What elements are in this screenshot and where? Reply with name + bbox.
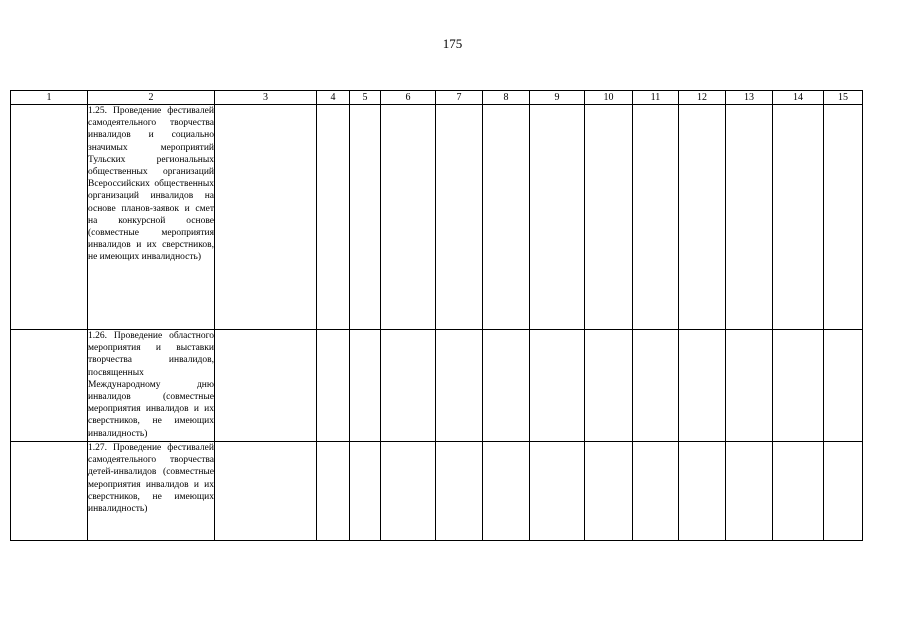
table-cell [381,105,436,330]
table-cell [679,330,726,442]
table-cell [773,330,824,442]
table-cell [726,442,773,541]
table-cell [679,442,726,541]
table-cell [585,330,633,442]
row-description: 1.26. Проведение областного мероприятия и выставки творчества инвалидов, посвященных Международному дню инвалидов (совместные мероприятия инвалидов и их сверстников, не имеющих инвалидность) [88,330,215,442]
table-cell [317,330,350,442]
table-cell [350,442,381,541]
data-table [10,90,863,541]
table-cell [381,442,436,541]
table-cell [215,330,317,442]
table-cell [824,442,863,541]
column-header-11: 11 [633,91,679,105]
table-cell [679,105,726,330]
table-cell [483,330,530,442]
table-cell [436,330,483,442]
table-cell [773,105,824,330]
table-cell [726,105,773,330]
table-cell [317,442,350,541]
column-header-9: 9 [530,91,585,105]
table-cell [215,105,317,330]
column-header-5: 5 [350,91,381,105]
table-cell [436,442,483,541]
column-header-6: 6 [381,91,436,105]
column-header-7: 7 [436,91,483,105]
table-cell [530,105,585,330]
column-header-1: 1 [11,91,88,105]
header-row [11,91,863,105]
table-cell [11,330,88,442]
table-cell [530,330,585,442]
row-description: 1.25. Проведение фестивалей самодеятельного творчества инвалидов и социально значимых мероприятий Тульских региональных общественных организаций Всероссийских общественных организаций инвалидов на основе планов-заявок и смет на конкурсной основе (совместные мероприятия инвалидов и их сверстников, не имеющих инвалидность) [88,105,215,330]
table-cell [530,442,585,541]
table-row [11,330,863,442]
table-cell [317,105,350,330]
page-number: 175 [442,36,463,51]
table-cell [350,330,381,442]
column-header-2: 2 [88,91,215,105]
column-header-8: 8 [483,91,530,105]
column-header-14: 14 [773,91,824,105]
table-cell [585,105,633,330]
table-cell [381,330,436,442]
table-row [11,442,863,541]
table-cell [633,105,679,330]
column-header-13: 13 [726,91,773,105]
row-description: 1.27. Проведение фестивалей самодеятельного творчества детей-инвалидов (совместные мероприятия инвалидов и их сверстников, не имеющих инвалидность) [88,442,215,541]
column-header-10: 10 [585,91,633,105]
table-cell [824,330,863,442]
table-cell [773,442,824,541]
column-header-4: 4 [317,91,350,105]
table-cell [215,442,317,541]
table-cell [633,330,679,442]
table-cell [633,442,679,541]
table-cell [350,105,381,330]
table-cell [436,105,483,330]
table-cell [824,105,863,330]
column-header-12: 12 [679,91,726,105]
table-cell [483,442,530,541]
table-cell [726,330,773,442]
table-cell [11,442,88,541]
table-cell [585,442,633,541]
table-cell [11,105,88,330]
column-header-15: 15 [824,91,863,105]
column-header-3: 3 [215,91,317,105]
table-row [11,105,863,330]
table-cell [483,105,530,330]
